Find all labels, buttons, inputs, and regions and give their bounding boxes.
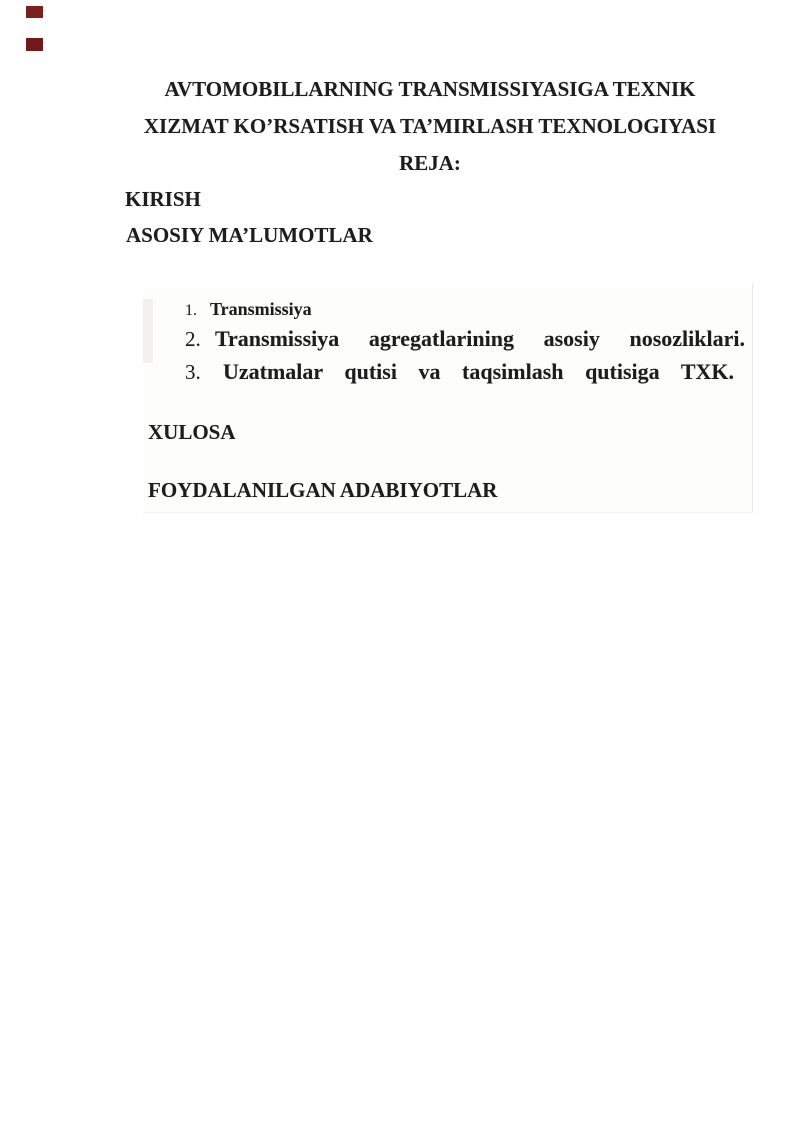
outline-item-1-number: 1. <box>185 302 197 319</box>
document-title <box>100 71 760 182</box>
red-square-marker-bottom <box>26 38 43 51</box>
outline-item-2 <box>185 326 745 354</box>
red-square-marker-top <box>26 6 43 18</box>
title-line-1: AVTOMOBILLARNING TRANSMISSIYASIGA TEXNIK <box>164 77 696 101</box>
outline-item-3-text: Uzatmalar qutisi va taqsimlash qutisiga TXK. <box>223 359 734 384</box>
xulosa-heading: XULOSA <box>148 420 236 444</box>
outline-item-2-text: Transmissiya agregatlarining asosiy nosozliklari. <box>215 326 745 351</box>
adabiyotlar-heading: FOYDALANILGAN ADABIYOTLAR <box>148 478 498 502</box>
scan-edge-smudge <box>143 299 153 363</box>
outline-item-1-text: Transmissiya <box>210 299 312 319</box>
scanned-outline-block <box>143 283 753 513</box>
outline-item-3 <box>185 359 734 387</box>
asosiy-malumotlar-heading: ASOSIY MA’LUMOTLAR <box>126 223 373 247</box>
outline-item-2-number: 2. <box>185 327 201 351</box>
reja-heading: REJA: <box>399 151 461 175</box>
outline-item-1 <box>185 299 312 321</box>
title-line-2: XIZMAT KO’RSATISH VA TA’MIRLASH TEXNOLOGIYASI <box>143 114 717 138</box>
outline-item-3-number: 3. <box>185 360 201 384</box>
kirish-heading: KIRISH <box>125 187 201 211</box>
